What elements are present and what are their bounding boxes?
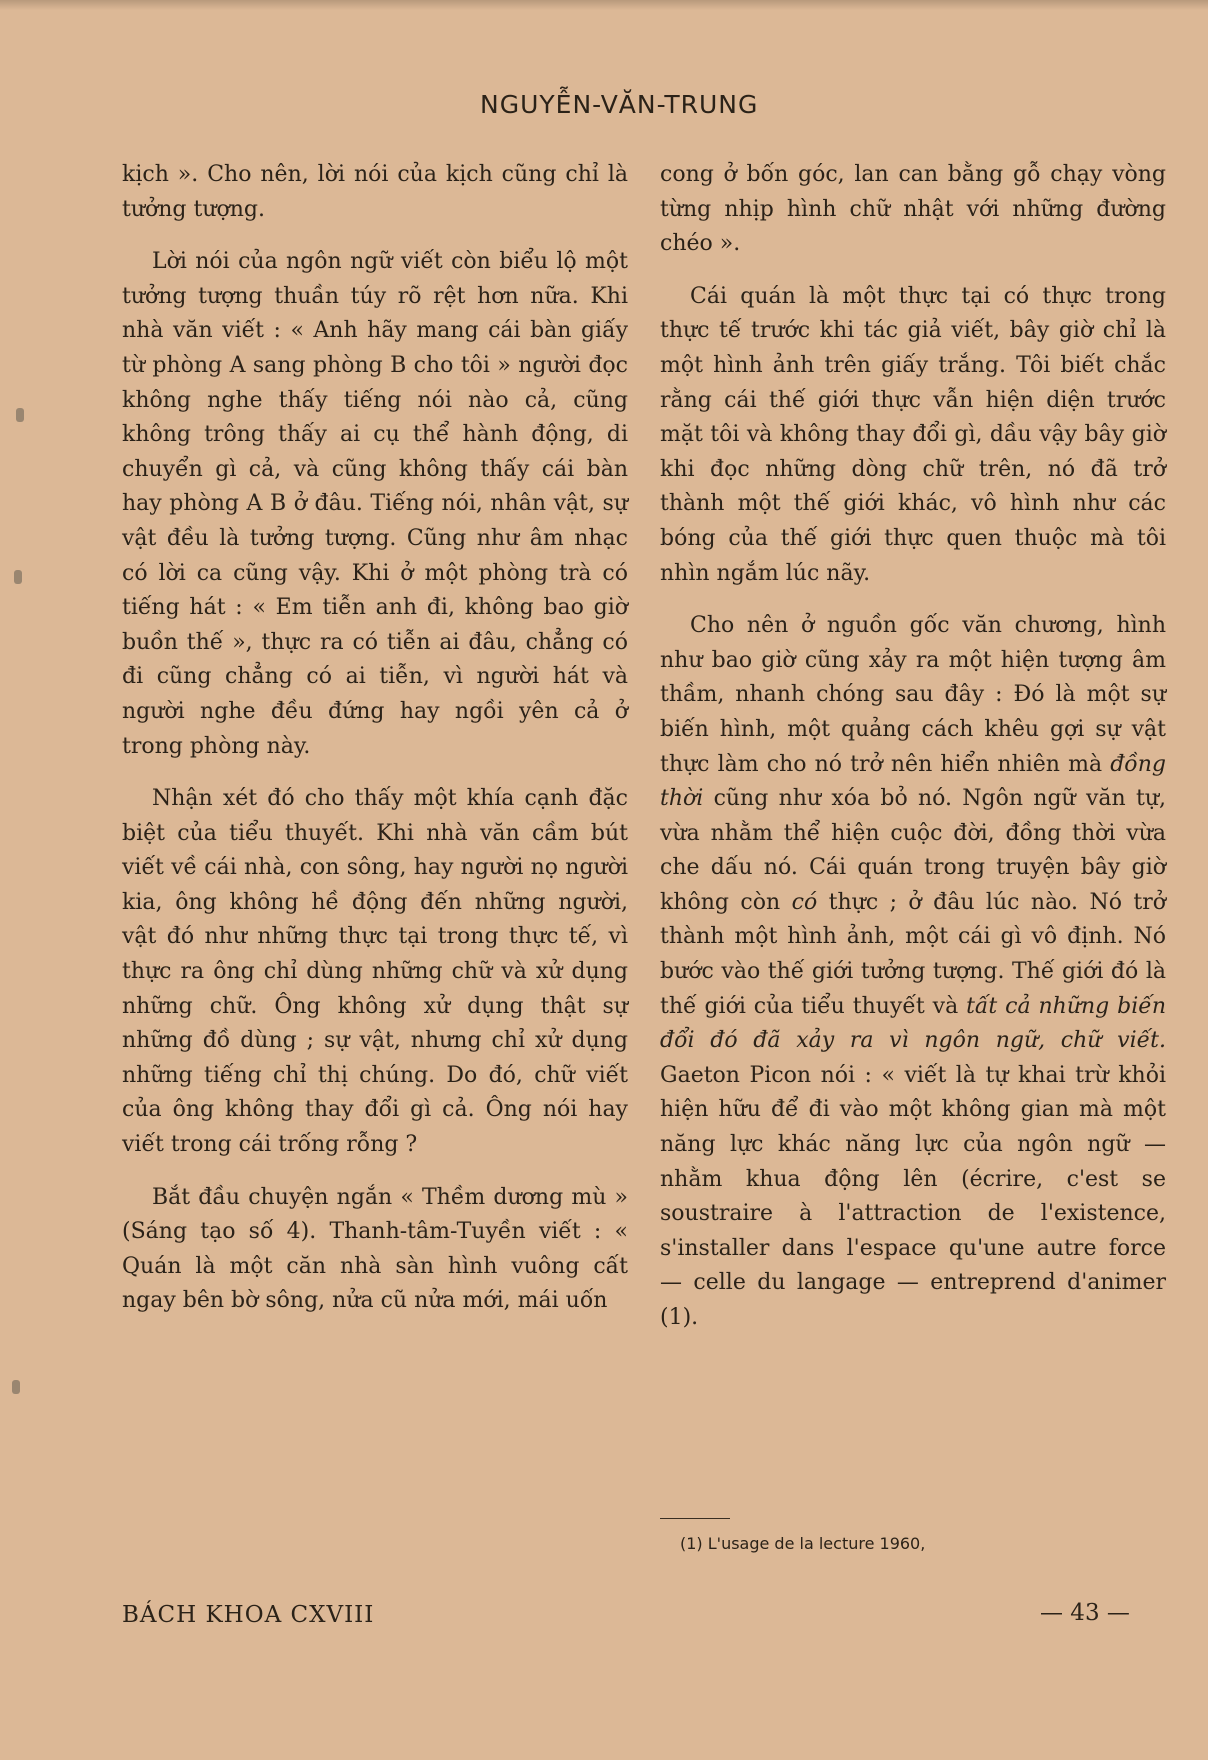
footnote-divider bbox=[660, 1518, 730, 1519]
paragraph: Lời nói của ngôn ngữ viết còn biểu lộ một tưởng tượng thuần túy rõ rệt hơn nữa. Khi nhà văn viết : « Anh hãy mang cái bàn giấy từ phòng A sang phòng B cho tôi » người đọc không nghe thấy tiếng nói nào cả, cũng không trông thấy ai cụ thể hành động, di chuyển gì cả, và cũng không thấy cái bàn hay phòng A B ở đâu. Tiếng nói, nhân vật, sự vật đều là tưởng tượng. Cũng như âm nhạc có lời ca cũng vậy. Khi ở một phòng trà có tiếng hát : « Em tiễn anh đi, không bao giờ buồn thế », thực ra có tiễn ai đâu, chẳng có đi cũng chẳng có ai tiễn, vì người hát và người nghe đều đứng hay ngồi yên cả ở trong phòng này. bbox=[122, 249, 628, 759]
paragraph bbox=[660, 609, 1166, 1335]
paragraph: Cái quán là một thực tại có thực trong thực tế trước khi tác giả viết, bây giờ chỉ là một hình ảnh trên giấy trắng. Tôi biết chắc rằng cái thế giới thực vẫn hiện diện trước mặt tôi và không thay đổi gì, dầu vậy bây giờ khi đọc những dòng chữ trên, nó đã trở thành một thế giới khác, vô hình như các bóng của thế giới thực quen thuộc mà tôi nhìn ngắm lúc nãy. bbox=[660, 283, 1166, 586]
paragraph: Nhận xét đó cho thấy một khía cạnh đặc biệt của tiểu thuyết. Khi nhà văn cầm bút viết về cái nhà, con sông, hay người nọ người kia, ông không hề động đến những người, vật đó như những thực tại trong thực tế, vì thực ra ông chỉ dùng những chữ và xử dụng những chữ. Ông không xử dụng thật sự những đồ dùng ; sự vật, nhưng chỉ xử dụng những tiếng chỉ thị chúng. Do đó, chữ viết của ông không thay đổi gì cả. Ông nói hay viết trong cái trống rỗng ? bbox=[122, 786, 628, 1158]
paragraph: kịch ». Cho nên, lời nói của kịch cũng chỉ là tưởng tượng. bbox=[122, 162, 628, 222]
text-run: cũng như xóa bỏ nó. Ngôn ngữ văn tự, vừa nhằm thể hiện cuộc đời, đồng thời vừa che dấu nó. Cái quán trong truyện bây giờ không còn bbox=[660, 786, 1166, 915]
italic-text: tất cả những biến đổi đó đã xảy ra vì ngôn ngữ, chữ viết. bbox=[660, 993, 1166, 1054]
paragraph: Bắt đầu chuyện ngắn « Thềm dương mù » (Sáng tạo số 4). Thanh-tâm-Tuyền viết : « Quán là một căn nhà sàn hình vuông cất ngay bên bờ sông, nửa cũ nửa mới, mái uốn bbox=[122, 1184, 628, 1314]
publication-title: BÁCH KHOA CXVIII bbox=[122, 1602, 375, 1628]
paragraph: cong ở bốn góc, lan can bằng gỗ chạy vòng từng nhịp hình chữ nhật với những đường chéo ». bbox=[660, 162, 1166, 257]
text-run: Cho nên ở nguồn gốc văn chương, hình như bao giờ cũng xảy ra một hiện tượng âm thầm, nhanh chóng sau đây : Đó là một sự biến hình, một quảng cách khêu gợi sự vật thực làm cho nó trở nên hiển nhiên mà bbox=[660, 613, 1166, 777]
text-run: Gaeton Picon nói : « viết là tự khai trừ khỏi hiện hữu để đi vào một không gian mà một năng lực khác năng lực của ngôn ngữ — nhằm khua động lên (écrire, c'est se soustraire à l'attraction de l'existence, s'installer dans l'espace qu'une autre force — celle du langage — entreprend d'animer (1). bbox=[660, 1062, 1166, 1330]
right-column bbox=[660, 158, 1166, 1354]
edge-mark bbox=[16, 408, 24, 422]
left-column bbox=[122, 158, 628, 1337]
footnote: (1) L'usage de la lecture 1960, bbox=[680, 1534, 926, 1553]
italic-text: đồng thời bbox=[660, 751, 1166, 812]
edge-mark bbox=[14, 570, 22, 584]
page-number: — 43 — bbox=[1040, 1600, 1130, 1626]
running-header: NGUYỄN-VĂN-TRUNG bbox=[480, 90, 759, 119]
text-run: thực ; ở đâu lúc nào. Nó trở thành một hình ảnh, một cái gì vô định. Nó bước vào thế giới tưởng tượng. Thế giới đó là thế giới của tiểu thuyết và bbox=[660, 889, 1167, 1019]
edge-mark bbox=[12, 1380, 20, 1394]
italic-text: có bbox=[791, 889, 818, 915]
